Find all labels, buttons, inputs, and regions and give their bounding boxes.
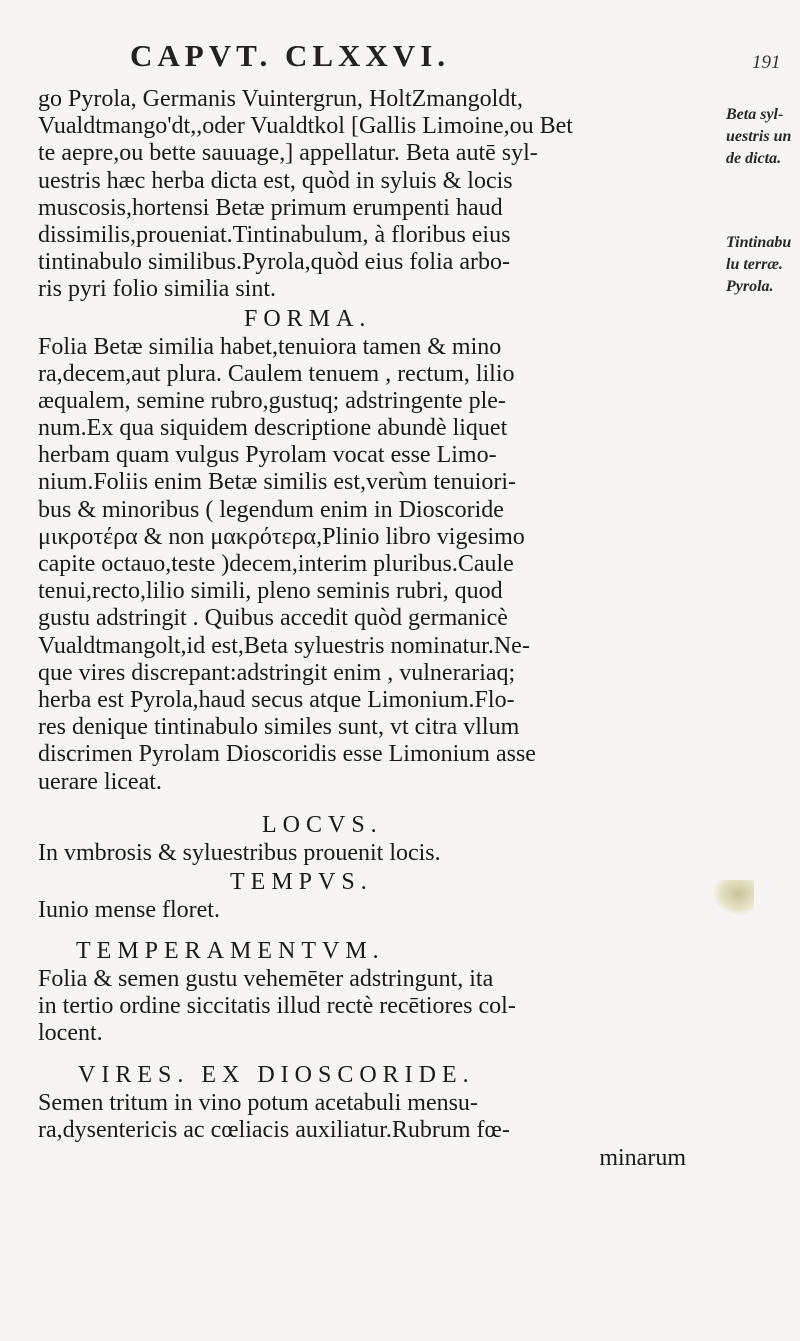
text-line: dissimilis,proueniat.Tintinabulum, à floribus eius: [38, 221, 511, 248]
main-text-column: [38, 86, 728, 1172]
text-line: num.Ex qua siquidem descriptione abundè liquet: [38, 415, 508, 442]
text-line: discrimen Pyrolam Dioscoridis esse Limonium asse: [38, 741, 536, 768]
section-heading-tempus: TEMPVS.: [230, 868, 373, 895]
text-line: te aepre,ou bette sauuage,] appellatur. Beta autē syl-: [38, 140, 538, 167]
text-line: uerare liceat.: [38, 768, 162, 795]
text-line: muscosis,hortensi Betæ primum erumpenti haud: [38, 194, 503, 221]
section-heading-vires: VIRES. EX DIOSCORIDE.: [78, 1061, 475, 1088]
margin-note-line: Beta syl-: [726, 106, 784, 123]
section-heading-temperamentum: TEMPERAMENTVM.: [76, 938, 385, 965]
section-heading-locus: LOCVS.: [262, 811, 383, 838]
text-line: uestris hæc herba dicta est, quòd in syluis & locis: [38, 167, 513, 194]
text-line: locent.: [38, 1020, 103, 1047]
text-line: μικροτέρα & non μακρότερα,Plinio libro vigesimo: [38, 523, 525, 550]
text-line: In vmbrosis & syluestribus prouenit locis.: [38, 839, 441, 866]
running-head: CAPVT. CLXXVI.: [130, 38, 451, 73]
paper-stain: [714, 880, 754, 914]
text-line: capite octauo,teste )decem,interim pluribus.Caule: [38, 551, 514, 577]
text-line: Iunio mense floret.: [38, 896, 220, 923]
page-number: 191: [752, 52, 781, 73]
text-line: Semen tritum in vino potum acetabuli mensu-: [38, 1089, 478, 1116]
text-line: herbam quam vulgus Pyrolam vocat esse Limo-: [38, 442, 497, 469]
margin-note-tintinabulum: [726, 232, 800, 298]
page-header: [0, 38, 800, 78]
section-heading-forma: FORMA.: [244, 305, 372, 332]
text-line: ra,decem,aut plura. Caulem tenuem , rectum, lilio: [38, 360, 515, 387]
text-line: Vualdtmangolt,id est,Beta syluestris nominatur.Ne-: [38, 632, 530, 659]
text-line: æqualem, semine rubro,gustuq; adstringente ple-: [38, 387, 506, 414]
margin-note-line: Pyrola.: [726, 278, 774, 295]
text-line: Folia Betæ similia habet,tenuiora tamen & mino: [38, 333, 502, 360]
margin-note-line: lu terræ.: [726, 256, 783, 273]
text-line: herba est Pyrola,haud secus atque Limonium.Flo-: [38, 686, 515, 713]
text-line: tintinabulo similibus.Pyrola,quòd eius folia arbo-: [38, 249, 510, 276]
text-line: gustu adstringit . Quibus accedit quòd germanicè: [38, 605, 508, 632]
text-line: nium.Foliis enim Betæ similis est,verùm tenuiori-: [38, 469, 516, 496]
text-line: que vires discrepant:adstringit enim , vulnerariaq;: [38, 659, 516, 686]
text-line: Vualdtmango'dt,,oder Vualdtkol [Gallis Limoine,ou Bet: [38, 113, 573, 140]
text-line: in tertio ordine siccitatis illud rectè recētiores col-: [38, 993, 516, 1020]
catchword: minarum: [599, 1145, 686, 1171]
text-line: Folia & semen gustu vehemēter adstringunt, ita: [38, 966, 494, 993]
text-line: go Pyrola, Germanis Vuintergrun, HoltZmangoldt,: [38, 86, 523, 112]
text-line: ris pyri folio similia sint.: [38, 276, 276, 303]
margin-note-line: uestris un: [726, 128, 792, 145]
margin-note-beta: [726, 104, 800, 170]
text-line: bus & minoribus ( legendum enim in Dioscoride: [38, 496, 504, 523]
text-line: res denique tintinabulo similes sunt, vt citra vllum: [38, 714, 520, 741]
margin-note-line: de dicta.: [726, 150, 782, 167]
text-line: tenui,recto,lilio simili, pleno seminis rubri, quod: [38, 578, 503, 605]
margin-note-line: Tintinabu: [726, 234, 792, 251]
text-line: ra,dysentericis ac cœliacis auxiliatur.Rubrum fœ-: [38, 1116, 510, 1143]
